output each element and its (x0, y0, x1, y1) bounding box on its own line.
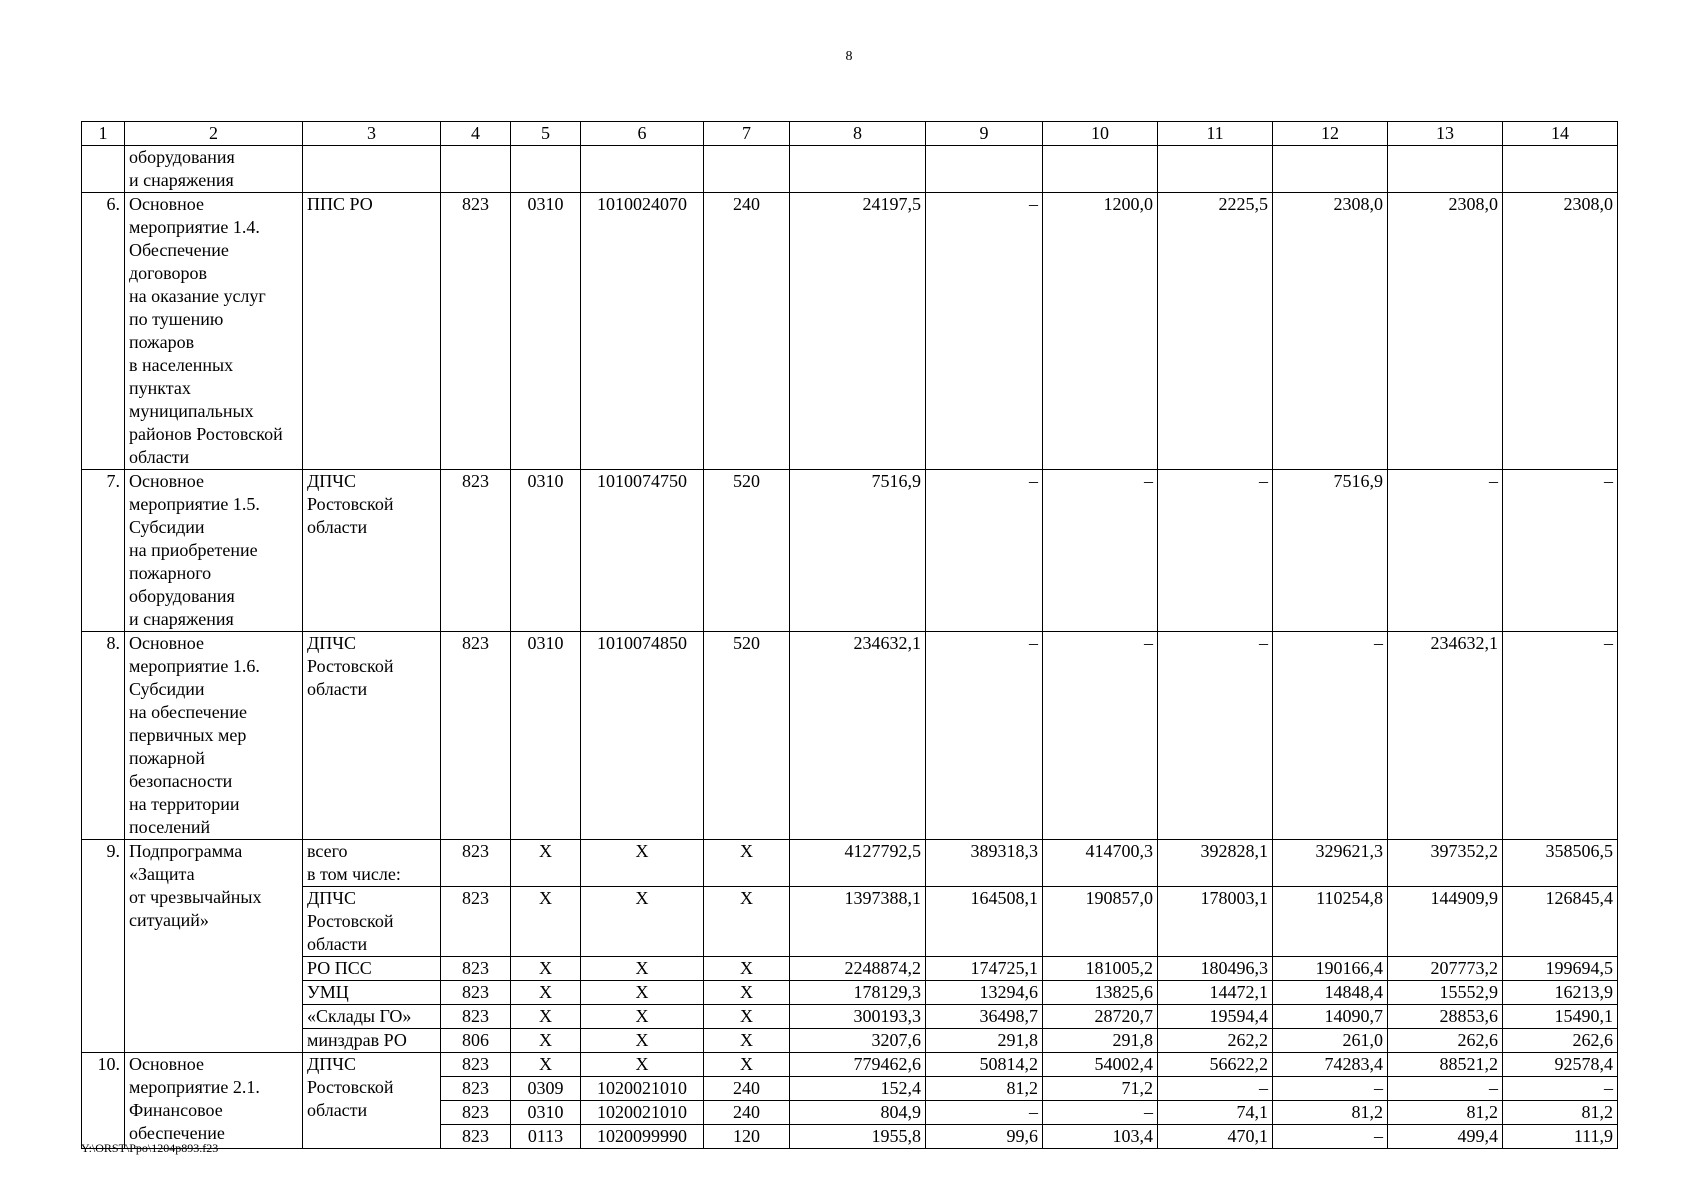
grbs-code: 823 (441, 957, 511, 981)
column-header: 13 (1388, 122, 1503, 146)
grbs-code: 823 (441, 840, 511, 887)
year-value: – (1158, 632, 1273, 840)
column-header: 10 (1043, 122, 1158, 146)
year-value: 262,6 (1503, 1029, 1618, 1053)
table-row (82, 840, 1618, 887)
year-value: – (1273, 1077, 1388, 1101)
year-value: 174725,1 (926, 957, 1043, 981)
grbs-code: 823 (441, 193, 511, 470)
total-value: 804,9 (790, 1101, 926, 1125)
year-value: – (1388, 1077, 1503, 1101)
executor: ППС РО (303, 193, 441, 470)
year-value: 2308,0 (1273, 193, 1388, 470)
table-row (82, 887, 1618, 957)
year-value: 234632,1 (1388, 632, 1503, 840)
column-header: 7 (704, 122, 790, 146)
measure-name: Основное мероприятие 2.1. Финансовое обеспечение (125, 1053, 303, 1149)
year-value: – (1503, 1077, 1618, 1101)
expense-type-code: 520 (704, 632, 790, 840)
section-code: Х (511, 1053, 581, 1077)
total-value: 1397388,1 (790, 887, 926, 957)
grbs-code: 823 (441, 981, 511, 1005)
year-value: 36498,7 (926, 1005, 1043, 1029)
grbs-code: 823 (441, 1125, 511, 1149)
year-value: 15552,9 (1388, 981, 1503, 1005)
total-value: 779462,6 (790, 1053, 926, 1077)
year-value: 414700,3 (1043, 840, 1158, 887)
executor: УМЦ (303, 981, 441, 1005)
year-value: 56622,2 (1158, 1053, 1273, 1077)
target-article-code: 1010074750 (581, 470, 704, 632)
target-article-code: 1010024070 (581, 193, 704, 470)
year-value: 71,2 (1043, 1077, 1158, 1101)
column-header: 14 (1503, 122, 1618, 146)
year-value: – (1503, 470, 1618, 632)
year-value: 13825,6 (1043, 981, 1158, 1005)
expense-type-code: Х (704, 840, 790, 887)
expense-type-code: Х (704, 957, 790, 981)
year-value: 28720,7 (1043, 1005, 1158, 1029)
row-index: 9. (82, 840, 125, 1053)
year-value: – (1388, 470, 1503, 632)
expense-type-code: 240 (704, 1101, 790, 1125)
year-value: – (926, 1101, 1043, 1125)
year-value: – (1503, 632, 1618, 840)
year-value: 14472,1 (1158, 981, 1273, 1005)
table-row (82, 193, 1618, 470)
table-row (82, 632, 1618, 840)
table-row (82, 1053, 1618, 1077)
grbs-code: 806 (441, 1029, 511, 1053)
year-value: 190166,4 (1273, 957, 1388, 981)
year-value: – (926, 632, 1043, 840)
section-code: Х (511, 1029, 581, 1053)
column-header: 12 (1273, 122, 1388, 146)
column-header: 3 (303, 122, 441, 146)
year-value: 99,6 (926, 1125, 1043, 1149)
section-code: 0310 (511, 632, 581, 840)
table-row (82, 1029, 1618, 1053)
expense-type-code: Х (704, 1029, 790, 1053)
year-value: – (1043, 470, 1158, 632)
executor: ДПЧС Ростовской области (303, 887, 441, 957)
year-value: 74283,4 (1273, 1053, 1388, 1077)
row-index (82, 146, 125, 193)
measure-name: Основное мероприятие 1.6. Субсидии на обеспечение первичных мер пожарной безопасности на территории поселений (125, 632, 303, 840)
year-value: 19594,4 (1158, 1005, 1273, 1029)
section-code: Х (511, 887, 581, 957)
table-row (82, 1005, 1618, 1029)
measure-name: оборудования и снаряжения (125, 146, 303, 193)
target-article-code: 1020021010 (581, 1077, 704, 1101)
year-value: 358506,5 (1503, 840, 1618, 887)
table-body (82, 122, 1618, 1149)
column-header: 9 (926, 122, 1043, 146)
total-value: 152,4 (790, 1077, 926, 1101)
year-value: 13294,6 (926, 981, 1043, 1005)
expense-type-code: 520 (704, 470, 790, 632)
total-value: 300193,3 (790, 1005, 926, 1029)
total-value: 7516,9 (790, 470, 926, 632)
executor: ДПЧС Ростовской области (303, 632, 441, 840)
expense-type-code: 240 (704, 1077, 790, 1101)
grbs-code: 823 (441, 632, 511, 840)
row-index: 7. (82, 470, 125, 632)
year-value: – (1273, 632, 1388, 840)
subprogram-name: Подпрограмма «Защита от чрезвычайных ситуаций» (125, 840, 303, 1053)
year-value: 329621,3 (1273, 840, 1388, 887)
expense-type-code: 120 (704, 1125, 790, 1149)
grbs-code: 823 (441, 1077, 511, 1101)
grbs-code: 823 (441, 1005, 511, 1029)
executor: ДПЧС Ростовской области (303, 1053, 441, 1149)
year-value: 88521,2 (1388, 1053, 1503, 1077)
target-article-code: Х (581, 1029, 704, 1053)
section-code: 0310 (511, 1101, 581, 1125)
grbs-code: 823 (441, 470, 511, 632)
year-value: 81,2 (1503, 1101, 1618, 1125)
year-value: 14090,7 (1273, 1005, 1388, 1029)
year-value: 291,8 (1043, 1029, 1158, 1053)
year-value: 389318,3 (926, 840, 1043, 887)
year-value: 1200,0 (1043, 193, 1158, 470)
target-article-code: 1020021010 (581, 1101, 704, 1125)
year-value: 392828,1 (1158, 840, 1273, 887)
row-index: 6. (82, 193, 125, 470)
target-article-code: 1020099990 (581, 1125, 704, 1149)
target-article-code: Х (581, 957, 704, 981)
year-value: 74,1 (1158, 1101, 1273, 1125)
row-index: 8. (82, 632, 125, 840)
year-value: – (926, 470, 1043, 632)
section-code: 0309 (511, 1077, 581, 1101)
column-header: 11 (1158, 122, 1273, 146)
year-value: 178003,1 (1158, 887, 1273, 957)
table-row (82, 470, 1618, 632)
year-value: 470,1 (1158, 1125, 1273, 1149)
budget-table (81, 121, 1618, 1149)
year-value: 262,2 (1158, 1029, 1273, 1053)
header-row (82, 122, 1618, 146)
year-value: 54002,4 (1043, 1053, 1158, 1077)
year-value: 111,9 (1503, 1125, 1618, 1149)
total-value: 4127792,5 (790, 840, 926, 887)
year-value: 103,4 (1043, 1125, 1158, 1149)
target-article-code: Х (581, 1053, 704, 1077)
executor: РО ПСС (303, 957, 441, 981)
expense-type-code: Х (704, 1005, 790, 1029)
grbs-code: 823 (441, 1101, 511, 1125)
target-article-code: Х (581, 981, 704, 1005)
year-value: 14848,4 (1273, 981, 1388, 1005)
column-header: 4 (441, 122, 511, 146)
year-value: – (1158, 470, 1273, 632)
executor: всего в том числе: (303, 840, 441, 887)
executor: «Склады ГО» (303, 1005, 441, 1029)
total-value: 2248874,2 (790, 957, 926, 981)
year-value: – (926, 193, 1043, 470)
target-article-code: Х (581, 840, 704, 887)
expense-type-code: Х (704, 887, 790, 957)
year-value: 92578,4 (1503, 1053, 1618, 1077)
year-value: 181005,2 (1043, 957, 1158, 981)
target-article-code: Х (581, 887, 704, 957)
year-value: 207773,2 (1388, 957, 1503, 981)
total-value: 1955,8 (790, 1125, 926, 1149)
total-value: 3207,6 (790, 1029, 926, 1053)
year-value: 261,0 (1273, 1029, 1388, 1053)
measure-name: Основное мероприятие 1.5. Субсидии на приобретение пожарного оборудования и снаряжения (125, 470, 303, 632)
year-value: 397352,2 (1388, 840, 1503, 887)
year-value: 262,6 (1388, 1029, 1503, 1053)
year-value: 126845,4 (1503, 887, 1618, 957)
executor: ДПЧС Ростовской области (303, 470, 441, 632)
table-row (82, 957, 1618, 981)
file-path-footer: Y:\ORST\Ppo\1204p893.f23 (81, 1141, 219, 1155)
year-value: 291,8 (926, 1029, 1043, 1053)
year-value: 144909,9 (1388, 887, 1503, 957)
section-code: 0310 (511, 193, 581, 470)
year-value: 16213,9 (1503, 981, 1618, 1005)
section-code: Х (511, 1005, 581, 1029)
year-value: 2225,5 (1158, 193, 1273, 470)
year-value: 2308,0 (1388, 193, 1503, 470)
year-value: 81,2 (1273, 1101, 1388, 1125)
year-value: – (1273, 1125, 1388, 1149)
grbs-code: 823 (441, 1053, 511, 1077)
section-code: Х (511, 840, 581, 887)
year-value: 28853,6 (1388, 1005, 1503, 1029)
year-value: – (1043, 632, 1158, 840)
column-header: 8 (790, 122, 926, 146)
expense-type-code: 240 (704, 193, 790, 470)
column-header: 6 (581, 122, 704, 146)
year-value: – (1158, 1077, 1273, 1101)
measure-name: Основное мероприятие 1.4. Обеспечение договоров на оказание услуг по тушению пожаров в населенных пунктах муниципальных районов Ростовской области (125, 193, 303, 470)
year-value: 190857,0 (1043, 887, 1158, 957)
expense-type-code: Х (704, 981, 790, 1005)
year-value: 15490,1 (1503, 1005, 1618, 1029)
column-header: 2 (125, 122, 303, 146)
year-value: 499,4 (1388, 1125, 1503, 1149)
year-value: 180496,3 (1158, 957, 1273, 981)
column-header: 1 (82, 122, 125, 146)
table-row (82, 981, 1618, 1005)
grbs-code: 823 (441, 887, 511, 957)
section-code: 0113 (511, 1125, 581, 1149)
section-code: 0310 (511, 470, 581, 632)
year-value: 2308,0 (1503, 193, 1618, 470)
year-value: 81,2 (1388, 1101, 1503, 1125)
year-value: – (1043, 1101, 1158, 1125)
target-article-code: 1010074850 (581, 632, 704, 840)
target-article-code: Х (581, 1005, 704, 1029)
section-code: Х (511, 957, 581, 981)
total-value: 24197,5 (790, 193, 926, 470)
column-header: 5 (511, 122, 581, 146)
executor: минздрав РО (303, 1029, 441, 1053)
year-value: 81,2 (926, 1077, 1043, 1101)
row-index: 10. (82, 1053, 125, 1149)
page-number: 8 (845, 49, 853, 64)
expense-type-code: Х (704, 1053, 790, 1077)
year-value: 110254,8 (1273, 887, 1388, 957)
year-value: 50814,2 (926, 1053, 1043, 1077)
year-value: 164508,1 (926, 887, 1043, 957)
year-value: 7516,9 (1273, 470, 1388, 632)
total-value: 234632,1 (790, 632, 926, 840)
continuation-row (82, 146, 1618, 193)
year-value: 199694,5 (1503, 957, 1618, 981)
section-code: Х (511, 981, 581, 1005)
total-value: 178129,3 (790, 981, 926, 1005)
